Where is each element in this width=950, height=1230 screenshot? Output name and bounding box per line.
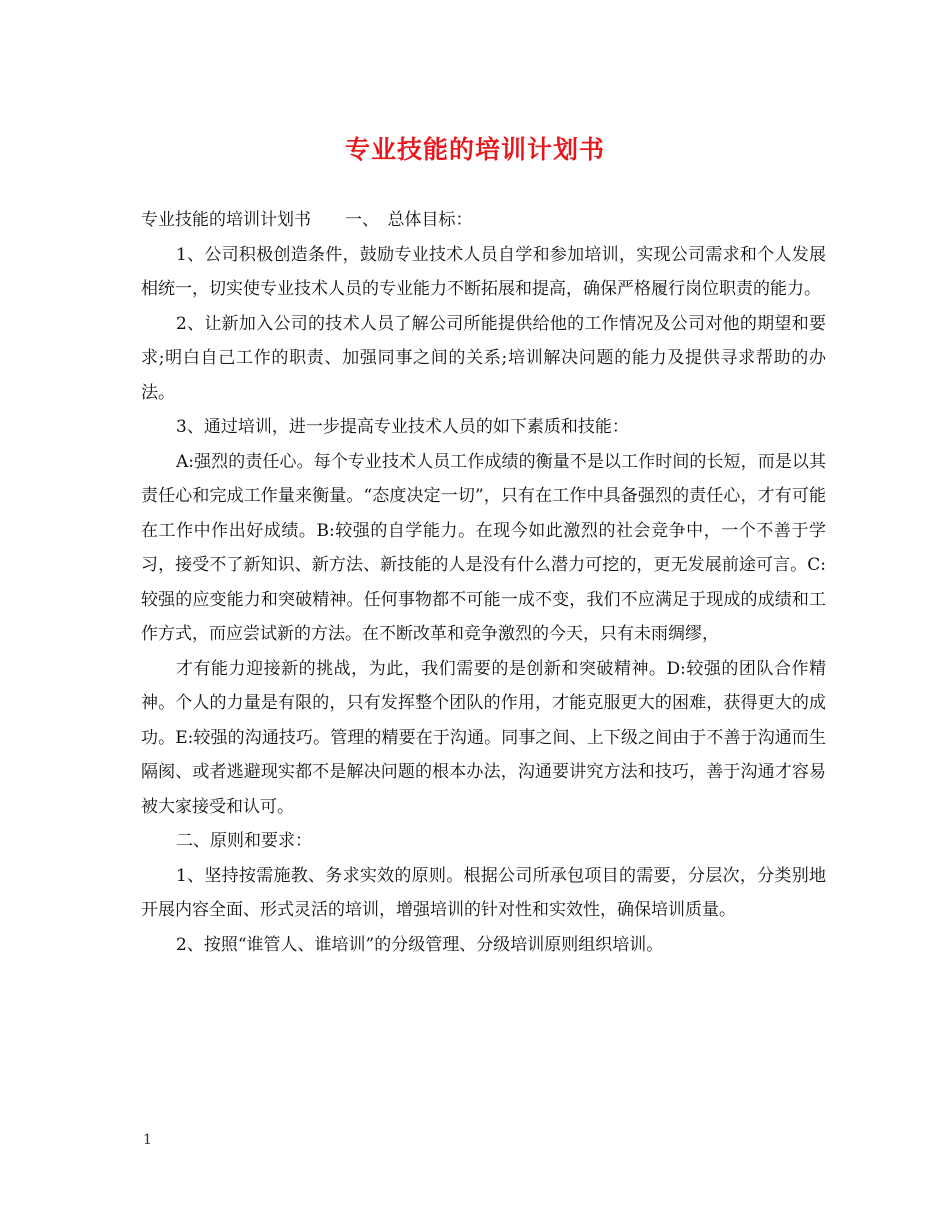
document-body xyxy=(141,203,826,962)
paragraph-principle-1: 1、坚持按需施教、务求实效的原则。根据公司所承包项目的需要，分层次，分类别地开展内容全面、形式灵活的培训，增强培训的针对性和实效性，确保培训质量。 xyxy=(141,865,826,920)
paragraph-heading-goals: 专业技能的培训计划书 一、 总体目标： xyxy=(141,210,473,230)
paragraph-goal-1: 1、公司积极创造条件，鼓励专业技术人员自学和参加培训，实现公司需求和个人发展相统一，切实使专业技术人员的专业能力不断拓展和提高，确保严格履行岗位职责的能力。 xyxy=(141,244,826,299)
paragraph-skills-a-c: A:强烈的责任心。每个专业技术人员工作成绩的衡量不是以工作时间的长短，而是以其责任心和完成工作量来衡量。“态度决定一切”，只有在工作中具备强烈的责任心，才有可能在工作中作出好成绩。B:较强的自学能力。在现今如此激烈的社会竞争中，一个不善于学习，接受不了新知识、新方法、新技能的人是没有什么潜力可挖的，更无发展前途可言。C:较强的应变能力和突破精神。任何事物都不可能一成不变，我们不应满足于现成的成绩和工作方式，而应尝试新的方法。在不断改革和竞争激烈的今天，只有未雨绸缪， xyxy=(141,451,826,644)
paragraph-goal-3: 3、通过培训，进一步提高专业技术人员的如下素质和技能： xyxy=(176,417,629,437)
document-title: 专业技能的培训计划书 xyxy=(344,135,605,164)
paragraph-principle-2: 2、按照“谁管人、谁培训”的分级管理、分级培训原则组织培训。 xyxy=(176,934,664,955)
page-number: 1 xyxy=(143,1132,152,1148)
paragraph-goal-2: 2、让新加入公司的技术人员了解公司所能提供给他的工作情况及公司对他的期望和要求;明白自己工作的职责、加强同事之间的关系;培训解决问题的能力及提供寻求帮助的办法。 xyxy=(141,313,826,403)
paragraph-skills-d-e: 才有能力迎接新的挑战，为此，我们需要的是创新和突破精神。D:较强的团队合作精神。个人的力量是有限的，只有发挥整个团队的作用，才能克服更大的困难，获得更大的成功。E:较强的沟通技巧。管理的精要在于沟通。同事之间、上下级之间由于不善于沟通而生隔阂、或者逃避现实都不是解决问题的根本办法，沟通要讲究方法和技巧，善于沟通才容易被大家接受和认可。 xyxy=(141,658,826,817)
paragraph-heading-principles: 二、原则和要求： xyxy=(176,831,312,851)
